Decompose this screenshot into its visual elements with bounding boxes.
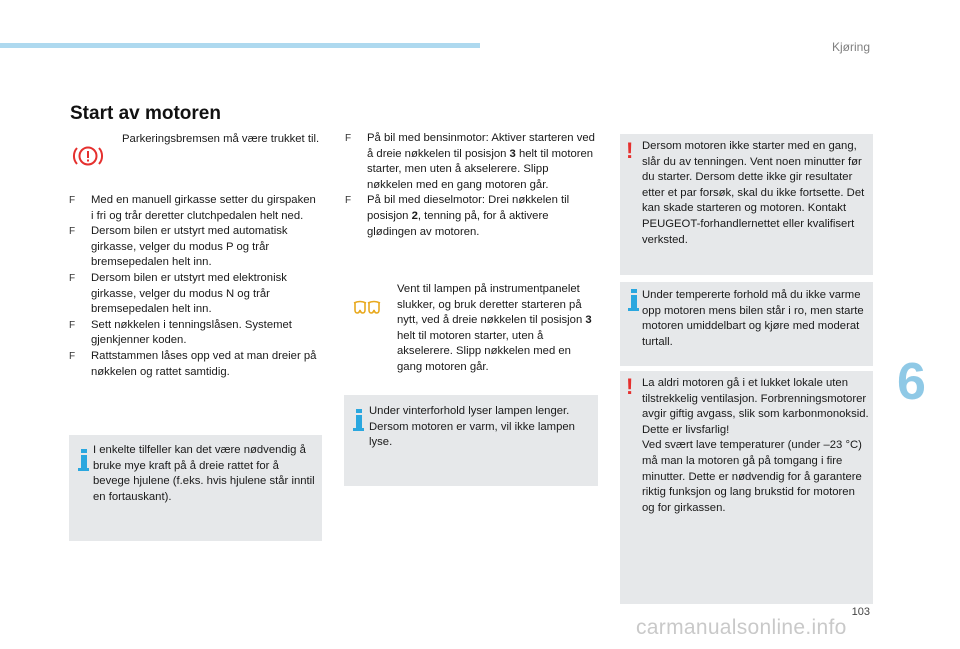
parking-brake-warning-icon xyxy=(72,143,104,169)
warning-paragraph: Ved svært lave temperaturer (under –23 °C) må man la motoren gå på tomgang i fire minutter. Dette er nødvendig for å garantere riktig funksjon og lang brukstid for motoren og for girkassen. xyxy=(642,439,862,514)
section-title: Kjøring xyxy=(831,40,870,54)
list-item: F På bil med bensinmotor: Aktiver starteren ved å dreie nøkkelen til posisjon 3 helt til motoren starter, men uten å akselerere. Slipp nøkkelen med en gang motoren går. xyxy=(345,132,595,191)
list-item: F Sett nøkkelen i tenningslåsen. Systemet gjenkjenner koden. xyxy=(69,318,292,347)
warning-text xyxy=(642,376,870,516)
parking-brake-text: Parkeringsbremsen må være trukket til. xyxy=(122,133,320,145)
engine-type-list xyxy=(345,131,595,240)
list-item: F Rattstammen låses opp ved at man dreier på nøkkelen og rattet samtidig. xyxy=(69,349,317,378)
list-item: F Dersom bilen er utstyrt med elektronisk girkasse, velger du modus N og trår bremsepedalen helt inn. xyxy=(69,271,287,316)
page-number: 103 xyxy=(851,606,870,618)
glow-plug-icon xyxy=(352,300,382,316)
start-steps-list xyxy=(69,193,321,380)
warning-text: Dersom motoren ikke starter med en gang, slår du av tenningen. Vent noen minutter før du starter. Dersom dette ikke gir resultater etter et par forsøk, skal du ikke fortsette. Det kan skade starteren og motoren. Kontakt PEUGEOT-forhandlernettet eller kvalifisert verksted. xyxy=(642,140,865,246)
info-text: Under vinterforhold lyser lampen lenger. Dersom motoren er varm, vil ikke lampen lyse. xyxy=(369,405,575,449)
info-box-winter xyxy=(344,395,598,486)
bullet-icon: F xyxy=(69,195,76,206)
bullet-icon: F xyxy=(345,133,352,144)
header-accent-bar xyxy=(0,43,480,48)
warning-paragraph: La aldri motoren gå i et lukket lokale uten tilstrekkelig ventilasjon. Forbrenningsmotorer avgir giftig avgass, slik som karbonmonoksid. Dette er livsfarlig! xyxy=(642,377,869,436)
watermark: carmanualsonline.info xyxy=(636,616,847,639)
bullet-icon: F xyxy=(69,319,76,331)
glow-lamp-text: Vent til lampen på instrumentpanelet slukker, og bruk deretter starteren på nytt, ved å dreie nøkkelen til posisjon 3 helt til motoren starter, uten å akselerere. Slipp nøkkelen med en gang motoren går. xyxy=(397,283,592,373)
info-box-steering xyxy=(69,435,322,541)
bullet-icon: F xyxy=(69,272,76,284)
exclamation-icon: ! xyxy=(626,374,634,399)
chapter-number: 6 xyxy=(897,353,926,411)
list-item: F Med en manuell girkasse setter du girspaken i fri og trår deretter clutchpedalen helt ned. xyxy=(69,194,316,222)
exclamation-icon: ! xyxy=(626,138,634,163)
info-box-temperate xyxy=(620,282,873,366)
bullet-icon: F xyxy=(345,195,352,207)
bullet-icon: F xyxy=(69,226,76,238)
bullet-icon: F xyxy=(69,350,76,362)
list-item: F Dersom bilen er utstyrt med automatisk girkasse, velger du modus P og trår bremsepedalen helt inn. xyxy=(69,225,288,269)
list-item: F På bil med dieselmotor: Drei nøkkelen til posisjon 2, tenning på, for å aktivere glødingen av motoren. xyxy=(345,194,570,238)
info-text: Under tempererte forhold må du ikke varme opp motoren mens bilen står i ro, men starte motoren umiddelbart og kjøre med moderat turtall. xyxy=(642,289,864,348)
info-text: I enkelte tilfeller kan det være nødvendig å bruke mye kraft på å dreie rattet for å bevege hjulene (f.eks. hvis hjulene står inntil en fortauskant). xyxy=(93,444,315,503)
warning-box-ventilation xyxy=(620,371,873,604)
warning-box-no-start xyxy=(620,134,873,275)
page-title: Start av motoren xyxy=(70,103,221,124)
